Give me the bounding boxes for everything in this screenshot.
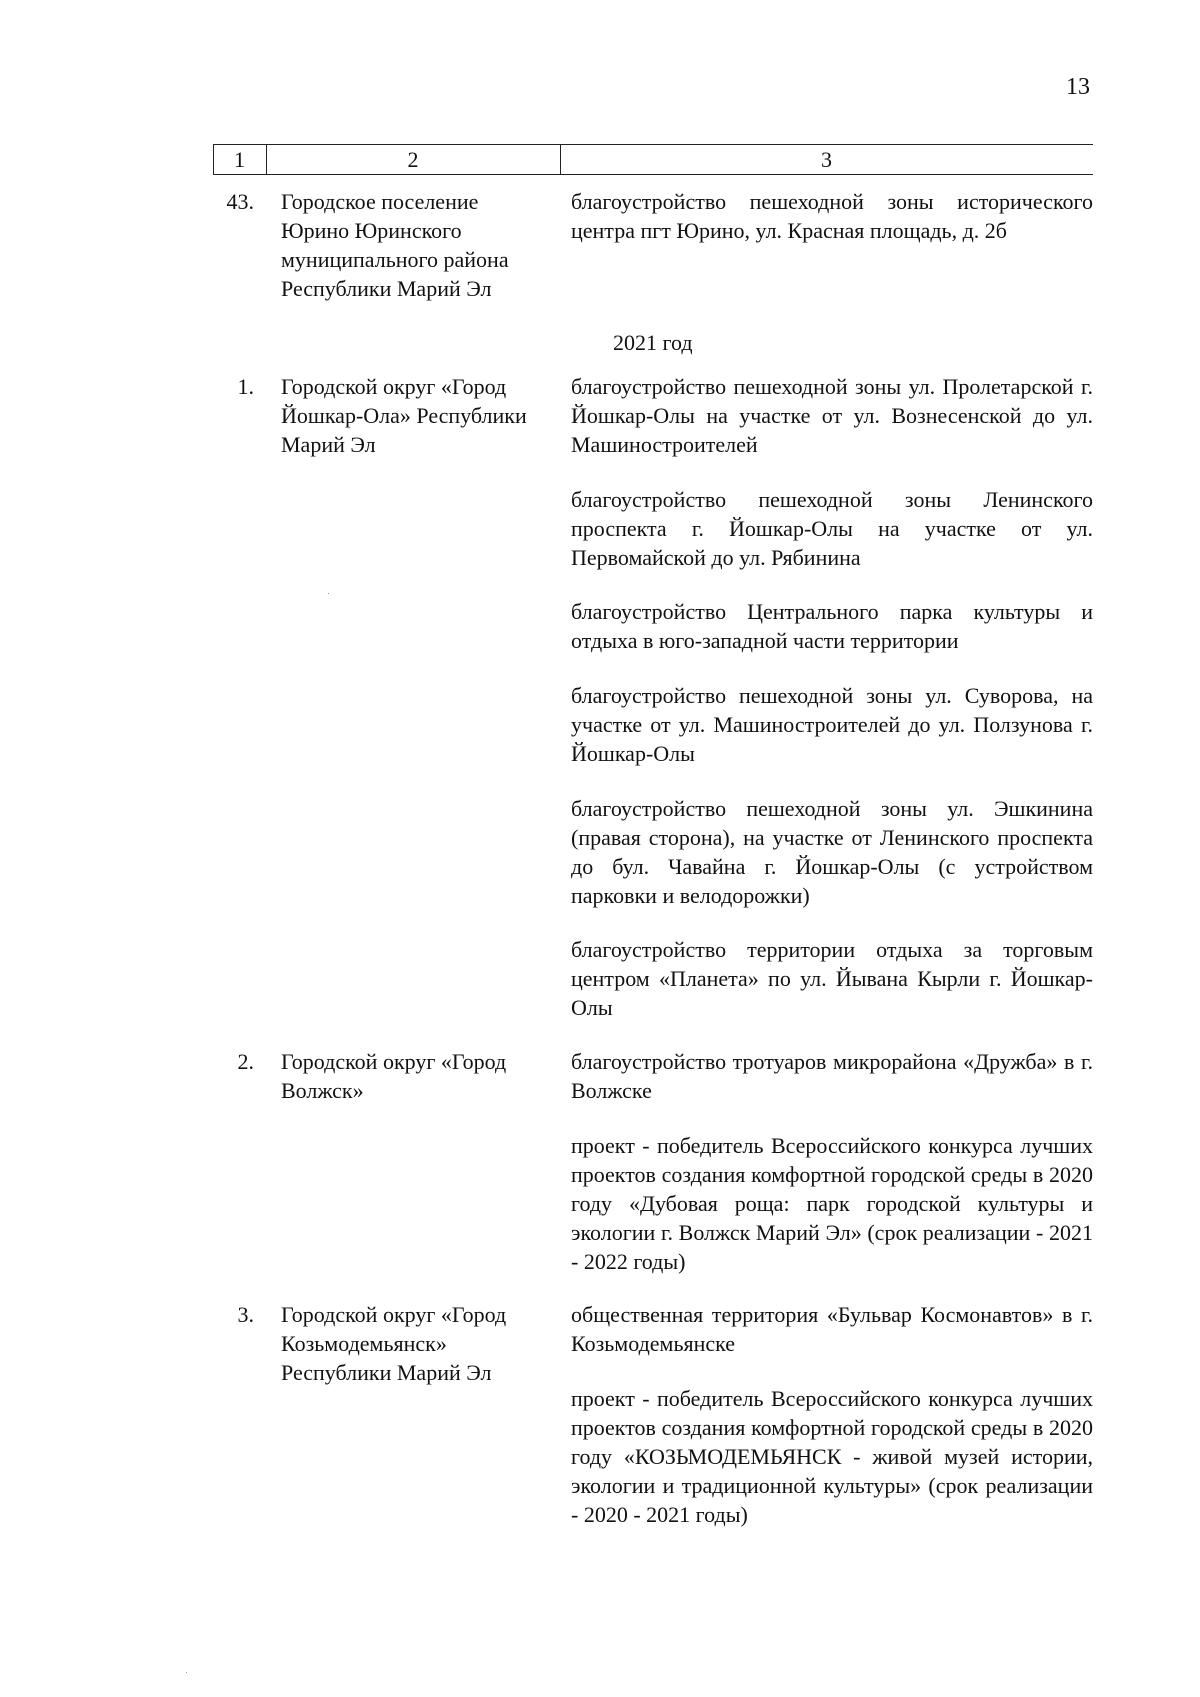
row-number: 1. [237,374,254,399]
project-description: благоустройство пешеходной зоны ул. Суворова, на участке от ул. Машиностроителей до ул. Ползунова г. Йошкар-Олы [571,683,1093,766]
project-description: проект - победитель Всероссийского конкурса лучших проектов создания комфортной городской среды в 2020 году «КОЗЬМОДЕМЬЯНСК - живой музей истории, экологии и традиционной культуры» (срок реализации - 2020 - 2021 годы) [571,1386,1093,1527]
header-col-2: 2 [407,147,419,172]
municipality-name: Городской округ «Город Йошкар-Ола» Республики Марий Эл [281,374,527,457]
municipality-name: Городской округ «Город Козьмодемьянск» Республики Марий Эл [281,1302,507,1385]
project-description: благоустройство пешеходной зоны ул. Эшкинина (правая сторона), на участке от Ленинского проспекта до бул. Чавайна г. Йошкар-Олы (с устройством парковки и велодорожки) [571,796,1093,908]
header-col-1: 1 [234,147,245,172]
scan-speck [186,1672,187,1673]
header-col-3: 3 [821,147,832,172]
project-description: благоустройство территории отдыха за торговым центром «Планета» по ул. Йывана Кырли г. Йошкар-Олы [571,937,1093,1020]
municipality-name: Городской округ «Город Волжск» [281,1049,507,1103]
project-description: благоустройство Центрального парка культуры и отдыха в юго-западной части территории [571,599,1093,653]
year-heading: 2021 год [613,330,693,355]
project-description: общественная территория «Бульвар Космонавтов» в г. Козьмодемьянске [571,1302,1093,1356]
municipality-name: Городское поселение Юрино Юринского муниципального района Республики Марий Эл [281,189,509,301]
row-number: 3. [237,1302,254,1327]
table-header-row [213,144,1093,175]
project-description: благоустройство пешеходной зоны ул. Пролетарской г. Йошкар-Олы на участке от ул. Вознесенской до ул. Машиностроителей [571,374,1093,457]
project-description: благоустройство пешеходной зоны исторического центра пгт Юрино, ул. Красная площадь, д. 2б [571,189,1093,243]
project-description: благоустройство пешеходной зоны Ленинского проспекта г. Йошкар-Олы на участке от ул. Первомайской до ул. Рябинина [571,487,1093,570]
row-number: 43. [226,189,254,214]
project-description: благоустройство тротуаров микрорайона «Дружба» в г. Волжске [571,1049,1093,1103]
scan-speck [328,593,329,594]
row-number: 2. [237,1049,254,1074]
project-description: проект - победитель Всероссийского конкурса лучших проектов создания комфортной городской среды в 2020 году «Дубовая роща: парк городской культуры и экологии г. Волжск Марий Эл» (срок реализации - 2021 - 2022 годы) [571,1133,1093,1274]
page-number: 13 [1066,74,1090,100]
